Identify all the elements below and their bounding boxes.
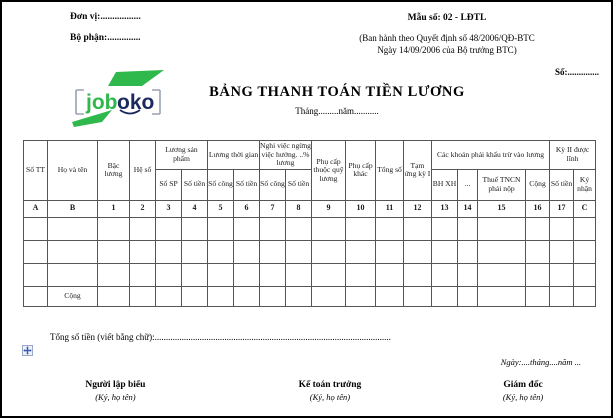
total-cell[interactable]: [286, 286, 312, 306]
cell[interactable]: [574, 240, 596, 263]
cell[interactable]: [98, 240, 130, 263]
cell[interactable]: [478, 240, 526, 263]
total-cell[interactable]: [458, 286, 478, 306]
cell[interactable]: [458, 263, 478, 286]
cell[interactable]: [526, 240, 550, 263]
cell[interactable]: [48, 240, 98, 263]
subcol-product-amount: Số tiền: [182, 169, 208, 200]
total-cell[interactable]: [234, 286, 260, 306]
period-field: Tháng.........năm...........: [295, 106, 379, 116]
cell[interactable]: [260, 217, 286, 240]
logo-text-oko: oko: [117, 91, 155, 114]
colnum-cell: 8: [286, 200, 312, 217]
logo-text-job: job: [86, 91, 118, 114]
cell[interactable]: [404, 217, 432, 240]
signature-role: Kế toán trưởng: [298, 380, 362, 390]
subcol-period2-amount: Số tiền: [550, 169, 574, 200]
cell[interactable]: [432, 217, 458, 240]
signature-section: [2, 380, 613, 402]
cell[interactable]: [286, 217, 312, 240]
cell[interactable]: [432, 240, 458, 263]
colnum-cell: C: [574, 200, 596, 217]
decree-reference: [287, 32, 607, 56]
colnum-cell: 6: [234, 200, 260, 217]
cell[interactable]: [458, 240, 478, 263]
cell[interactable]: [458, 217, 478, 240]
cell[interactable]: [526, 217, 550, 240]
col-allowance-other: Phụ cấp khác: [346, 141, 376, 201]
total-cell[interactable]: [432, 286, 458, 306]
table-row[interactable]: [24, 240, 596, 263]
cell[interactable]: [550, 217, 574, 240]
signature-role: Người lập biểu: [85, 380, 146, 390]
decree-line-2: Ngày 14/09/2006 của Bộ trưởng BTC): [377, 44, 517, 55]
cell[interactable]: [234, 263, 260, 286]
table-row[interactable]: [24, 263, 596, 286]
colnum-cell: 14: [458, 200, 478, 217]
cell[interactable]: [208, 240, 234, 263]
subcol-deduction-total: Cộng: [526, 169, 550, 200]
colnum-cell: 3: [156, 200, 182, 217]
subcol-leave-amount: Số tiền: [286, 169, 312, 200]
cell[interactable]: [574, 263, 596, 286]
subcol-time-days: Số công: [208, 169, 234, 200]
cell[interactable]: [346, 263, 376, 286]
cell[interactable]: [376, 217, 404, 240]
cell[interactable]: [346, 240, 376, 263]
colnum-cell: 2: [130, 200, 156, 217]
total-cell[interactable]: [574, 286, 596, 306]
colnum-cell: 5: [208, 200, 234, 217]
subcol-signature: Ký nhận: [574, 169, 596, 200]
subcol-other-deduction: ...: [458, 169, 478, 200]
form-reference-block: [287, 12, 607, 56]
col-group-deductions: Các khoản phải khấu trừ vào lương: [432, 141, 550, 170]
cell[interactable]: [234, 217, 260, 240]
colnum-cell: 10: [346, 200, 376, 217]
decree-line-1: (Ban hành theo Quyết định số 48/2006/QĐ-BTC: [359, 32, 535, 43]
table-header-row-1: [24, 141, 596, 170]
cell[interactable]: [130, 263, 156, 286]
colnum-cell: 16: [526, 200, 550, 217]
cell[interactable]: [24, 217, 48, 240]
cell[interactable]: [182, 217, 208, 240]
cell[interactable]: [376, 240, 404, 263]
cell[interactable]: [574, 217, 596, 240]
total-cell[interactable]: [182, 286, 208, 306]
unit-field: Đơn vị:.................: [70, 12, 141, 22]
total-cell[interactable]: [404, 286, 432, 306]
department-field: Bộ phận:..............: [70, 32, 141, 43]
signature-director: [431, 380, 613, 402]
cell[interactable]: [208, 217, 234, 240]
total-amount-in-words: Tổng số tiền (viết bằng chữ):.........................................................................................................: [50, 332, 391, 342]
signature-preparer: [2, 380, 229, 402]
cell[interactable]: [24, 263, 48, 286]
subcol-time-amount: Số tiền: [234, 169, 260, 200]
colnum-cell: 11: [376, 200, 404, 217]
cell[interactable]: [130, 240, 156, 263]
payroll-table: [23, 140, 596, 307]
signature-date-line: Ngày:....tháng....năm ...: [500, 357, 581, 367]
cell[interactable]: [182, 240, 208, 263]
payroll-table-container: [23, 140, 595, 307]
colnum-cell: A: [24, 200, 48, 217]
total-cell[interactable]: [260, 286, 286, 306]
page-title: BẢNG THANH TOÁN TIỀN LƯƠNG: [209, 84, 465, 100]
cell[interactable]: [24, 240, 48, 263]
colnum-cell: 12: [404, 200, 432, 217]
total-cell[interactable]: [550, 286, 574, 306]
col-salary-grade: Bậc lương: [98, 141, 130, 201]
cell[interactable]: [156, 217, 182, 240]
subcol-product-qty: Số SP: [156, 169, 182, 200]
cell[interactable]: [478, 263, 526, 286]
cell[interactable]: [130, 217, 156, 240]
col-group-period2-received: Kỳ II được lĩnh: [550, 141, 596, 170]
col-group-product-salary: Lương sản phẩm: [156, 141, 208, 170]
total-cell[interactable]: [376, 286, 404, 306]
col-advance-period1: Tạm ứng kỳ I: [404, 141, 432, 201]
colnum-cell: 1: [98, 200, 130, 217]
total-cell[interactable]: [130, 286, 156, 306]
cell[interactable]: [98, 263, 130, 286]
col-total: Tổng số: [376, 141, 404, 201]
colnum-cell: 9: [312, 200, 346, 217]
title-block: [182, 84, 492, 116]
total-cell[interactable]: [208, 286, 234, 306]
signature-role: Giám đốc: [503, 380, 543, 390]
total-row-label: Cộng: [48, 286, 98, 306]
cell[interactable]: [312, 263, 346, 286]
colnum-cell: B: [48, 200, 98, 217]
table-total-row[interactable]: [24, 286, 596, 306]
col-group-time-salary: Lương thời gian: [208, 141, 260, 170]
cell[interactable]: [182, 263, 208, 286]
table-row[interactable]: [24, 217, 596, 240]
logo-swoosh-top: [108, 70, 164, 86]
subcol-social-insurance: BH XH: [432, 169, 458, 200]
cell[interactable]: [48, 217, 98, 240]
logo-bracket-left: [76, 90, 84, 114]
cell[interactable]: [432, 263, 458, 286]
total-cell[interactable]: [98, 286, 130, 306]
col-group-leave-salary: Nghi việc ngừng việc hưởng. ..% lương: [260, 141, 311, 167]
cell[interactable]: [404, 240, 432, 263]
cell[interactable]: [526, 263, 550, 286]
colnum-cell: 13: [432, 200, 458, 217]
total-cell[interactable]: [526, 286, 550, 306]
cell[interactable]: [286, 263, 312, 286]
total-cell[interactable]: [156, 286, 182, 306]
cell[interactable]: [478, 217, 526, 240]
unit-info-block: [70, 12, 141, 54]
cell[interactable]: [312, 240, 346, 263]
cell[interactable]: [550, 263, 574, 286]
cell[interactable]: [156, 263, 182, 286]
cell[interactable]: [346, 217, 376, 240]
col-fullname: Họ và tên: [48, 141, 98, 201]
subcol-leave-days: Số công: [260, 169, 286, 200]
form-number: Mẫu số: 02 - LĐTL: [407, 13, 487, 23]
table-column-number-row: [24, 200, 596, 217]
cell[interactable]: [312, 217, 346, 240]
cell[interactable]: [208, 263, 234, 286]
total-row-blank: [24, 286, 48, 306]
signature-note: (Ký, họ tên): [95, 392, 136, 402]
cell[interactable]: [234, 240, 260, 263]
colnum-cell: 4: [182, 200, 208, 217]
col-stt: Số TT: [24, 141, 48, 201]
cell[interactable]: [156, 240, 182, 263]
colnum-cell: 17: [550, 200, 574, 217]
signature-note: (Ký, họ tên): [502, 392, 544, 402]
joboko-logo: [64, 70, 174, 128]
total-cell[interactable]: [478, 286, 526, 306]
subcol-personal-income-tax: Thuế TNCN phải nộp: [478, 169, 526, 200]
table-move-handle-icon[interactable]: [22, 345, 33, 356]
cell[interactable]: [260, 240, 286, 263]
total-cell[interactable]: [346, 286, 376, 306]
cell[interactable]: [98, 217, 130, 240]
signature-chief-accountant: [229, 380, 431, 402]
total-cell[interactable]: [312, 286, 346, 306]
cell[interactable]: [48, 263, 98, 286]
colnum-cell: 7: [260, 200, 286, 217]
cell[interactable]: [550, 240, 574, 263]
col-allowance-fund: Phụ cấp thuộc quỹ lương: [312, 141, 346, 201]
document-number-field: Số:..............: [554, 67, 599, 77]
cell[interactable]: [404, 263, 432, 286]
colnum-cell: 15: [478, 200, 526, 217]
cell[interactable]: [260, 263, 286, 286]
col-coefficient: Hệ số: [130, 141, 156, 201]
cell[interactable]: [376, 263, 404, 286]
cell[interactable]: [286, 240, 312, 263]
signature-note: (Ký, họ tên): [309, 392, 351, 402]
